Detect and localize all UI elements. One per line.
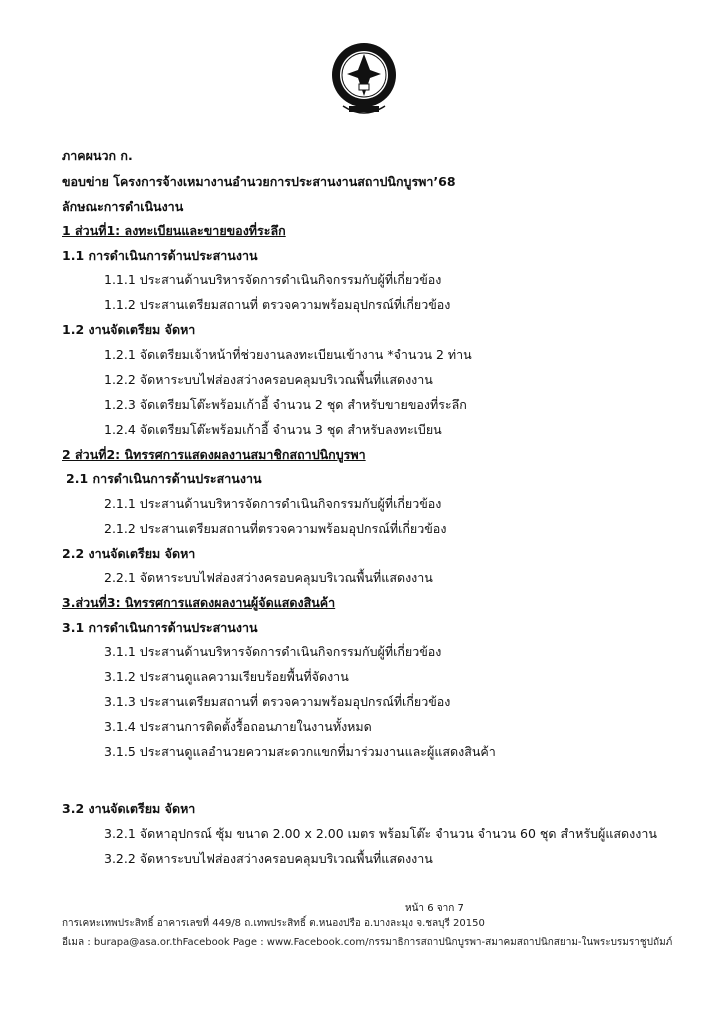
list-item: 3.1.5 ประสานดูแลอำนวยความสะดวกแขกที่มาร่วมงานและผู้แสดงสินค้า <box>104 744 496 759</box>
list-item: 1.2.3 จัดเตรียมโต๊ะพร้อมเก้าอี้ จำนวน 2 ชุด สำหรับขายของที่ระลึก <box>104 396 467 412</box>
list-item: 2.1.1 ประสานด้านบริหารจัดการดำเนินกิจกรรมกับผู้ที่เกี่ยวข้อง <box>104 495 442 511</box>
subsection-title: 1.1 การดำเนินการด้านประสานงาน <box>62 247 258 263</box>
list-item: 3.1.3 ประสานเตรียมสถานที่ ตรวจความพร้อมอุปกรณ์ที่เกี่ยวข้อง <box>104 694 451 709</box>
section-heading: 3.ส่วนที่3: นิทรรศการแสดงผลงานผู้จัดแสดงสินค้า <box>62 595 336 610</box>
subsection-title: 2.1 การดำเนินการด้านประสานงาน <box>66 471 262 486</box>
list-item: 1.2.2 จัดหาระบบไฟส่องสว่างครอบคลุมบริเวณพื้นที่แสดงงาน <box>104 371 433 387</box>
footer-address: การเคหะเทพประสิทธิ์ อาคารเลขที่ 449/8 ถ.เทพประสิทธิ์ ต.หนองปรือ อ.บางละมุง จ.ชลบุรี 20150 <box>62 918 485 929</box>
footer-contact: อีเมล : burapa@asa.or.thFacebook Page : www.Facebook.com/กรรมาธิการสถาปนิกบูรพา-สมาคมสถาปนิกสยาม-ในพระบรมราชูปถัมภ์ <box>62 937 673 948</box>
list-item: 1.1.2 ประสานเตรียมสถานที่ ตรวจความพร้อมอุปกรณ์ที่เกี่ยวข้อง <box>104 297 451 312</box>
section-heading: 1 ส่วนที่1: ลงทะเบียนและขายของที่ระลึก <box>62 223 286 238</box>
list-item: 3.1.2 ประสานดูแลความเรียบร้อยพื้นที่จัดงาน <box>104 669 349 684</box>
list-item: 2.2.1 จัดหาระบบไฟส่องสว่างครอบคลุมบริเวณพื้นที่แสดงงาน <box>104 570 433 585</box>
work-title: ลักษณะการดำเนินงาน <box>62 198 184 214</box>
subsection-title: 2.2 งานจัดเตรียม จัดหา <box>62 545 196 561</box>
list-item: 3.1.4 ประสานการติดตั้งรื้อถอนภายในงานทั้งหมด <box>104 719 372 734</box>
list-item: 1.2.1 จัดเตรียมเจ้าหน้าที่ช่วยงานลงทะเบียนเข้างาน *จำนวน 2 ท่าน <box>104 346 472 362</box>
list-item: 1.2.4 จัดเตรียมโต๊ะพร้อมเก้าอี้ จำนวน 3 ชุด สำหรับลงทะเบียน <box>104 421 442 437</box>
page-number: หน้า 6 จาก 7 <box>405 903 464 914</box>
section-heading: 2 ส่วนที่2: นิทรรศการแสดงผลงานสมาชิกสถาปนิกบูรพา <box>62 446 366 462</box>
list-item: 3.2.2 จัดหาระบบไฟส่องสว่างครอบคลุมบริเวณพื้นที่แสดงงาน <box>104 850 433 866</box>
list-item: 3.2.1 จัดหาอุปกรณ์ ซุ้ม ขนาด 2.00 x 2.00 เมตร พร้อมโต๊ะ จำนวน จำนวน 60 ชุด สำหรับผู้แสดงงาน <box>104 825 657 841</box>
list-item: 2.1.2 ประสานเตรียมสถานที่ตรวจความพร้อมอุปกรณ์ที่เกี่ยวข้อง <box>104 520 447 536</box>
scope-title: ขอบข่าย โครงการจ้างเหมางานอำนวยการประสานงานสถาปนิกบูรพา’68 <box>62 174 456 189</box>
subsection-title: 3.1 การดำเนินการด้านประสานงาน <box>62 619 258 635</box>
spacer <box>62 769 702 801</box>
list-item: 3.1.1 ประสานด้านบริหารจัดการดำเนินกิจกรรมกับผู้ที่เกี่ยวข้อง <box>104 644 442 659</box>
document-body <box>62 148 702 876</box>
list-item: 1.1.1 ประสานด้านบริหารจัดการดำเนินกิจกรรมกับผู้ที่เกี่ยวข้อง <box>104 272 442 287</box>
appendix-label: ภาคผนวก ก. <box>62 148 133 163</box>
subsection-title: 3.2 งานจัดเตรียม จัดหา <box>62 801 196 816</box>
association-logo <box>329 40 399 120</box>
subsection-title: 1.2 งานจัดเตรียม จัดหา <box>62 322 196 337</box>
